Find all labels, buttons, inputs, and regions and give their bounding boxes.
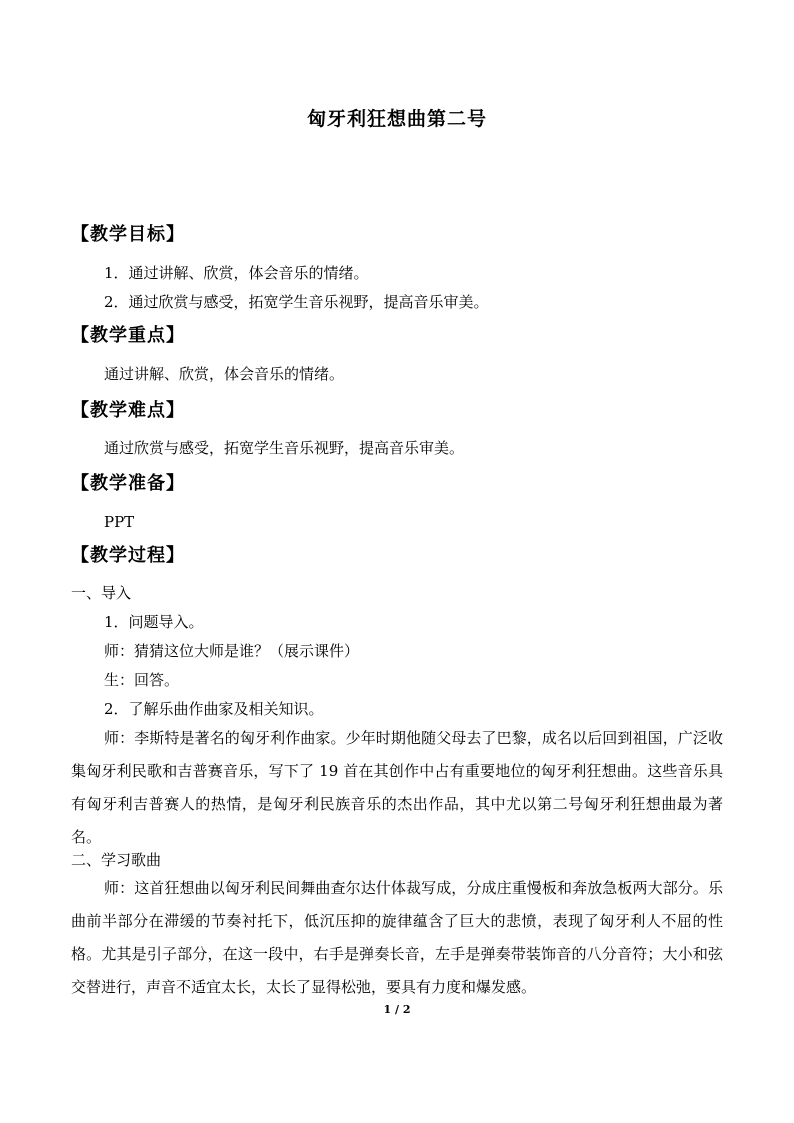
difficulties-heading: 【教学难点】: [71, 400, 185, 421]
part2-title: 二、学习歌曲: [71, 851, 162, 869]
part1-line-1: 1．问题导入。: [104, 613, 204, 631]
part1-paragraph: 师：李斯特是著名的匈牙利作曲家。少年时期他随父母去了巴黎，成名以后回到祖国，广泛收集匈牙利民歌和吉普赛音乐，写下了 19 首在其创作中占有重要地位的匈牙利狂想曲。这些音乐具有匈牙利吉普赛人的热情，是匈牙利民族音乐的杰出作品，其中尤以第二号匈牙利狂想曲最为著名。: [71, 729, 723, 846]
process-heading: 【教学过程】: [71, 545, 185, 566]
document-title: 匈牙利狂想曲第二号: [306, 108, 487, 130]
objectives-heading: 【教学目标】: [71, 224, 185, 245]
part2-paragraph: 师：这首狂想曲以匈牙利民间舞曲查尔达什体裁写成，分成庄重慢板和奔放急板两大部分。乐曲前半部分在滞缓的节奏衬托下，低沉压抑的旋律蕴含了巨大的悲愤，表现了匈牙利人不屈的性格。尤其是引子部分，在这一段中，右手是弹奏长音，左手是弹奏带装饰音的八分音符；大小和弦交替进行，声音不适宜太长，太长了显得松弛，要具有力度和爆发感。: [71, 879, 723, 996]
preparation-text: PPT: [104, 513, 135, 531]
page-indicator: 1 / 2: [383, 1003, 411, 1016]
objective-item-1: 1．通过讲解、欣赏，体会音乐的情绪。: [104, 264, 369, 282]
key-points-text: 通过讲解、欣赏，体会音乐的情绪。: [104, 365, 345, 383]
part1-line-3: 生：回答。: [104, 671, 180, 689]
part1-title: 一、导入: [71, 584, 132, 602]
difficulties-text: 通过欣赏与感受，拓宽学生音乐视野，提高音乐审美。: [104, 439, 465, 457]
part1-line-4: 2．了解乐曲作曲家及相关知识。: [104, 700, 324, 718]
preparation-heading: 【教学准备】: [71, 473, 185, 494]
objective-item-2: 2．通过欣赏与感受，拓宽学生音乐视野，提高音乐审美。: [104, 293, 489, 311]
part1-line-2: 师：猜猜这位大师是谁？（展示课件）: [104, 642, 360, 660]
key-points-heading: 【教学重点】: [71, 325, 185, 346]
